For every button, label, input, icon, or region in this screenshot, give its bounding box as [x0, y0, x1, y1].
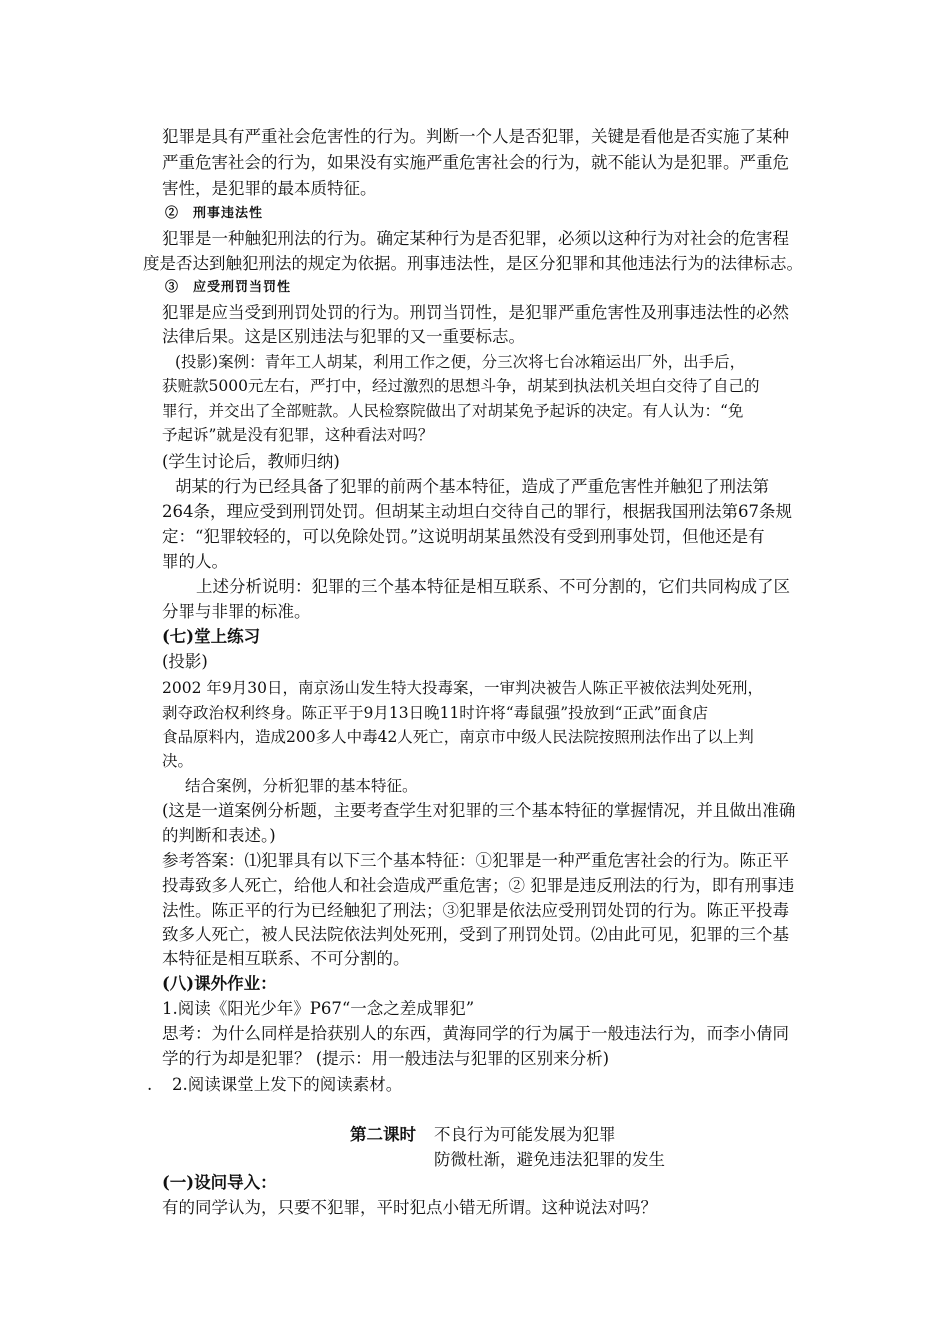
section-heading: (七)堂上练习	[162, 627, 261, 646]
case-line: 决。	[162, 752, 194, 770]
answer-line: 本特征是相互联系、不可分割的。	[162, 949, 410, 968]
paragraph-line: 度是否达到触犯刑法的规定为依据。刑事违法性，是区分犯罪和其他违法行为的法律标志。	[143, 254, 803, 273]
paragraph-line: 分罪与非罪的标准。	[162, 602, 311, 621]
paragraph-line: 有的同学认为，只要不犯罪，平时犯点小错无所谓。这种说法对吗？	[162, 1198, 657, 1217]
exercise-task: 结合案例，分析犯罪的基本特征。	[185, 777, 418, 795]
case-line: (投影)案例：青年工人胡某，利用工作之便，分三次将七台冰箱运出厂外，出手后，	[175, 353, 746, 371]
section-heading: (八)课外作业：	[162, 974, 277, 993]
answer-line: 致多人死亡，被人民法院依法判处死刑，受到了刑罚处罚。⑵由此可见，犯罪的三个基	[162, 925, 789, 944]
lesson-title: 不良行为可能发展为犯罪	[434, 1125, 616, 1144]
discussion-note: (学生讨论后，教师归纳)	[162, 452, 340, 471]
paragraph-line: 犯罪是具有严重社会危害性的行为。判断一个人是否犯罪，关键是看他是否实施了某种	[162, 127, 789, 146]
paragraph-line: 264条，理应受到刑罚处罚。但胡某主动坦白交待自己的罪行，根据我国刑法第67条规	[162, 502, 792, 521]
section-heading: ② 刑事违法性	[165, 206, 264, 221]
answer-line: 法性。陈正平的行为已经触犯了刑法；③犯罪是依法应受刑罚处罚的行为。陈正平投毒	[162, 901, 789, 920]
paragraph-line: 胡某的行为已经具备了犯罪的前两个基本特征，造成了严重危害性并触犯了刑法第	[175, 477, 769, 496]
case-line: 2002 年9月30日，南京汤山发生特大投毒案，一审判决被告人陈正平被依法判处死刑，	[162, 679, 763, 697]
homework-item: 2.阅读课堂上发下的阅读素材。	[172, 1075, 403, 1094]
homework-item: 1.阅读《阳光少年》P67“一念之差成罪犯”	[162, 999, 475, 1018]
paragraph-line: 犯罪是一种触犯刑法的行为。确定某种行为是否犯罪，必须以这种行为对社会的危害程	[162, 229, 789, 248]
case-line: 予起诉”就是没有犯罪，这种看法对吗？	[162, 426, 434, 444]
case-line: 剥夺政治权利终身。陈正平于9月13日晚11时许将“毒鼠强”投放到“正武”面食店	[162, 704, 709, 722]
projection-label: (投影)	[162, 652, 208, 671]
section-heading: (一)设问导入：	[162, 1173, 277, 1192]
paragraph-line: 严重危害社会的行为，如果没有实施严重危害社会的行为，就不能认为是犯罪。严重危	[162, 153, 789, 172]
answer-line: 投毒致多人死亡，给他人和社会造成严重危害；② 犯罪是违反刑法的行为，即有刑事违	[162, 876, 795, 895]
answer-line: 参考答案：⑴犯罪具有以下三个基本特征：①犯罪是一种严重危害社会的行为。陈正平	[162, 851, 789, 870]
paragraph-line: 法律后果。这是区别违法与犯罪的又一重要标志。	[162, 327, 525, 346]
lesson-subtitle: 防微杜渐，避免违法犯罪的发生	[434, 1150, 665, 1169]
paragraph-line: 的判断和表述。)	[162, 826, 276, 845]
list-dot: .	[147, 1075, 153, 1094]
paragraph-line: 罪的人。	[162, 552, 228, 571]
paragraph-line: (这是一道案例分析题，主要考查学生对犯罪的三个基本特征的掌握情况，并且做出准确	[162, 801, 796, 820]
case-line: 食品原料内，造成200多人中毒42人死亡，南京市中级人民法院按照刑法作出了以上判	[162, 728, 754, 746]
paragraph-line: 定：“犯罪较轻的，可以免除处罚。”这说明胡某虽然没有受到刑事处罚，但他还是有	[162, 527, 765, 546]
paragraph-line: 思考：为什么同样是拾获别人的东西，黄海同学的行为属于一般违法行为，而李小倩同	[162, 1024, 789, 1043]
paragraph-line: 犯罪是应当受到刑罚处罚的行为。刑罚当罚性，是犯罪严重危害性及刑事违法性的必然	[162, 303, 789, 322]
paragraph-line: 学的行为却是犯罪？ (提示：用一般违法与犯罪的区别来分析)	[162, 1049, 610, 1068]
paragraph-line: 害性，是犯罪的最本质特征。	[162, 179, 377, 198]
paragraph-line: 上述分析说明：犯罪的三个基本特征是相互联系、不可分割的，它们共同构成了区	[196, 577, 790, 596]
section-heading: ③ 应受刑罚当罚性	[165, 280, 292, 295]
lesson-label: 第二课时	[350, 1125, 416, 1144]
case-line: 罪行，并交出了全部赃款。人民检察院做出了对胡某免予起诉的决定。有人认为：“免	[162, 402, 744, 420]
case-line: 获赃款5000元左右，严打中，经过激烈的思想斗争，胡某到执法机关坦白交待了自己的	[162, 377, 760, 395]
